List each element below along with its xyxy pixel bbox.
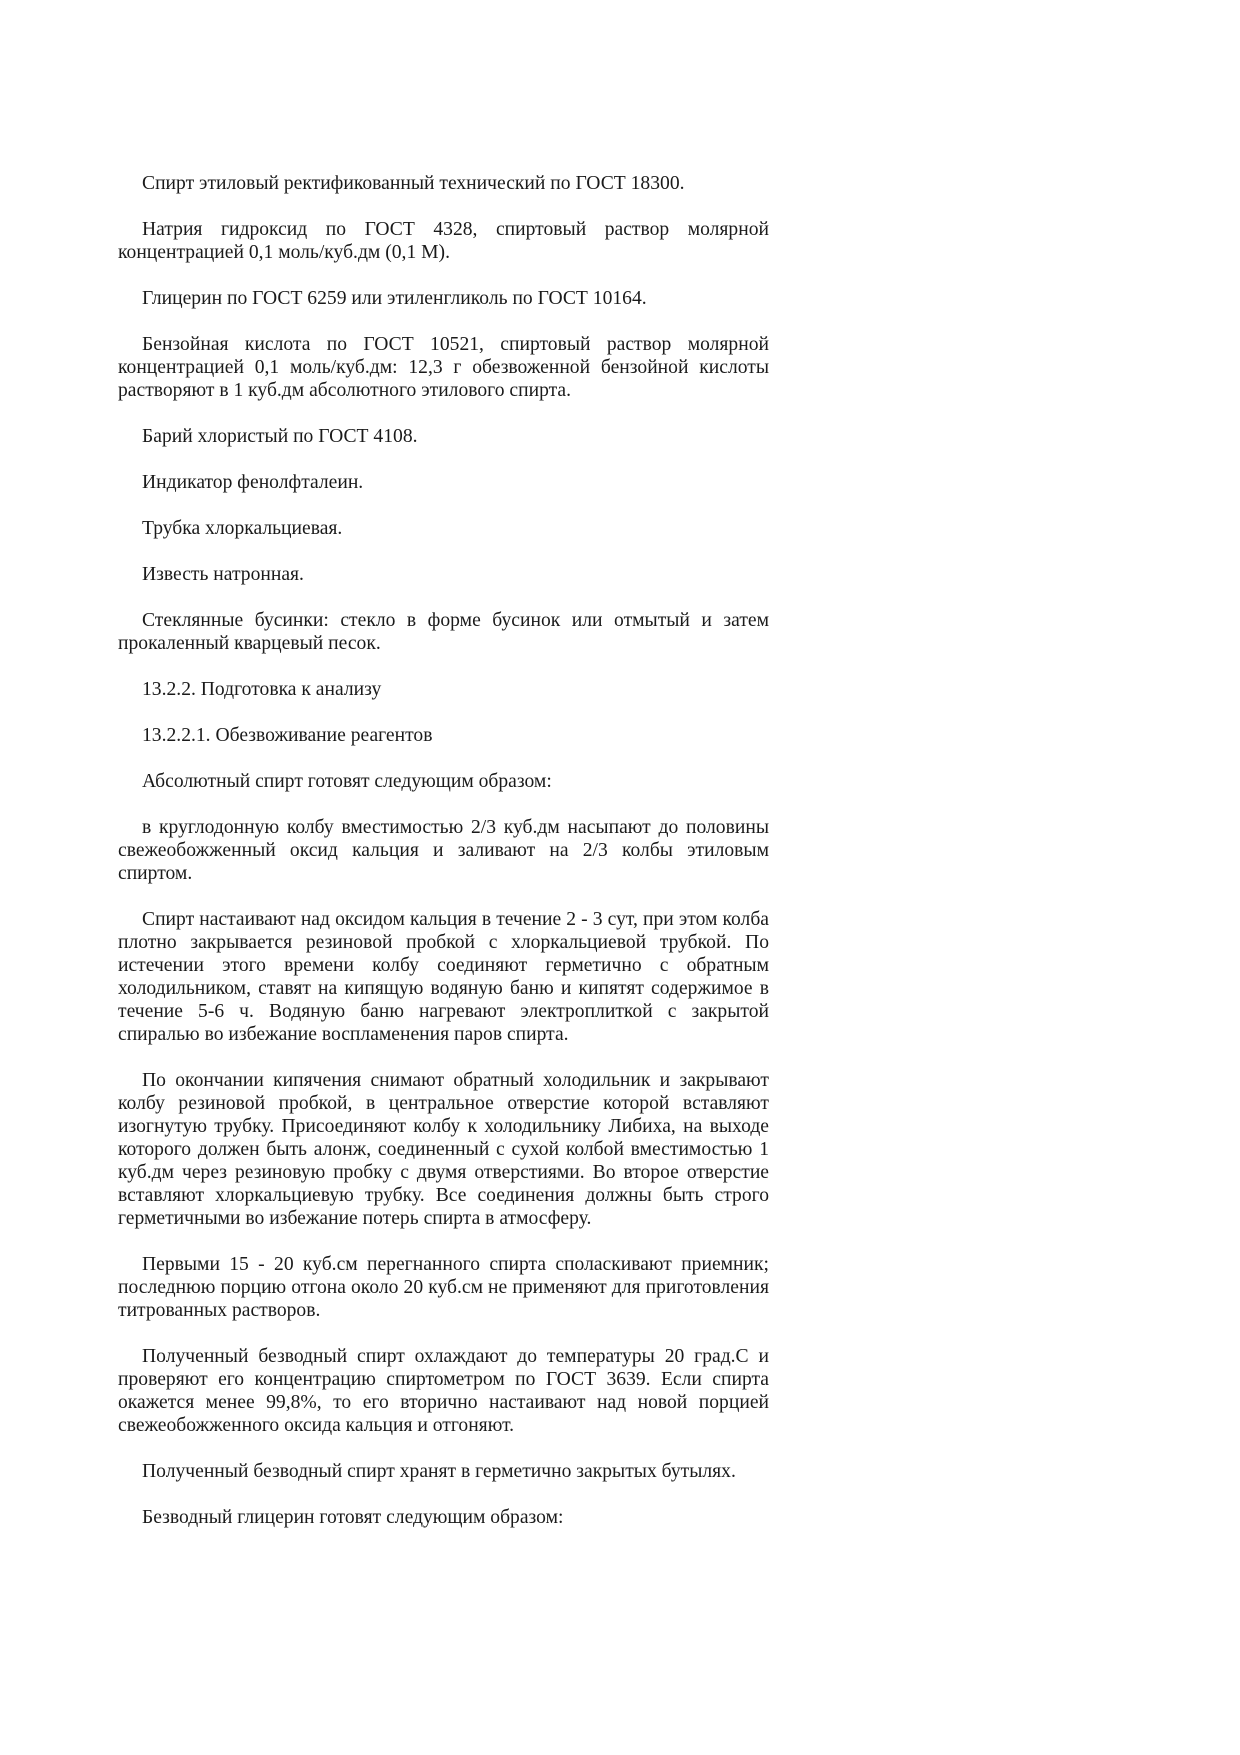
section-heading-preparation: 13.2.2. Подготовка к анализу	[142, 679, 382, 700]
document-body	[118, 172, 769, 1552]
paragraph-glass-beads: Стеклянные бусинки: стекло в форме бусинок или отмытый и затем прокаленный кварцевый песок.	[118, 610, 769, 654]
paragraph-storage: Полученный безводный спирт хранят в герметично закрытых бутылях.	[142, 1461, 736, 1482]
paragraph-tube: Трубка хлоркальциевая.	[142, 518, 343, 539]
paragraph-indicator: Индикатор фенолфталеин.	[142, 472, 364, 493]
paragraph-distillation: По окончании кипячения снимают обратный холодильник и закрывают колбу резиновой пробкой, в центральное отверстие которой вставляют изогнутую трубку. Присоединяют колбу к холодильнику Либиха, на выходе которого должен быть алонж, соединенный с сухой колбой вместимостью 1 куб.дм через резиновую пробку с двумя отверстиями. Во второе отверстие вставляют хлоркальциевую трубку. Все соединения должны быть строго герметичными во избежание потерь спирта в атмосферу.	[118, 1070, 769, 1229]
paragraph-glycerin: Глицерин по ГОСТ 6259 или этиленгликоль по ГОСТ 10164.	[142, 288, 647, 309]
paragraph-sodium-hydroxide: Натрия гидроксид по ГОСТ 4328, спиртовый раствор молярной концентрацией 0,1 моль/куб.дм (0,1 М).	[118, 219, 769, 263]
paragraph-absolute-alcohol-intro: Абсолютный спирт готовят следующим образом:	[142, 771, 552, 792]
paragraph-cooling: Полученный безводный спирт охлаждают до температуры 20 град.С и проверяют его концентрацию спиртометром по ГОСТ 3639. Если спирта окажется менее 99,8%, то его вторично настаивают над новой порцией свежеобожженного оксида кальция и отгоняют.	[118, 1346, 769, 1436]
section-heading-dehydration: 13.2.2.1. Обезвоживание реагентов	[142, 725, 433, 746]
paragraph-first-portion: Первыми 15 - 20 куб.см перегнанного спирта споласкивают приемник; последнюю порцию отгона около 20 куб.см не применяют для приготовления титрованных растворов.	[118, 1254, 769, 1321]
paragraph-flask: в круглодонную колбу вместимостью 2/3 куб.дм насыпают до половины свежеобожженный оксид кальция и заливают на 2/3 колбы этиловым спиртом.	[118, 817, 769, 884]
paragraph-infusion: Спирт настаивают над оксидом кальция в течение 2 - 3 сут, при этом колба плотно закрывается резиновой пробкой с хлоркальциевой трубкой. По истечении этого времени колбу соединяют герметично с обратным холодильником, ставят на кипящую водяную баню и кипятят содержимое в течение 5-6 ч. Водяную баню нагревают электроплиткой с закрытой спиралью во избежание воспламенения паров спирта.	[118, 909, 769, 1045]
paragraph-barium-chloride: Барий хлористый по ГОСТ 4108.	[142, 426, 418, 447]
paragraph-soda-lime: Известь натронная.	[142, 564, 304, 585]
paragraph-anhydrous-glycerin-intro: Безводный глицерин готовят следующим образом:	[142, 1507, 564, 1528]
paragraph-ethyl-alcohol: Спирт этиловый ректификованный технический по ГОСТ 18300.	[142, 173, 685, 194]
paragraph-benzoic-acid: Бензойная кислота по ГОСТ 10521, спиртовый раствор молярной концентрацией 0,1 моль/куб.дм: 12,3 г обезвоженной бензойной кислоты растворяют в 1 куб.дм абсолютного этилового спирта.	[118, 334, 769, 401]
